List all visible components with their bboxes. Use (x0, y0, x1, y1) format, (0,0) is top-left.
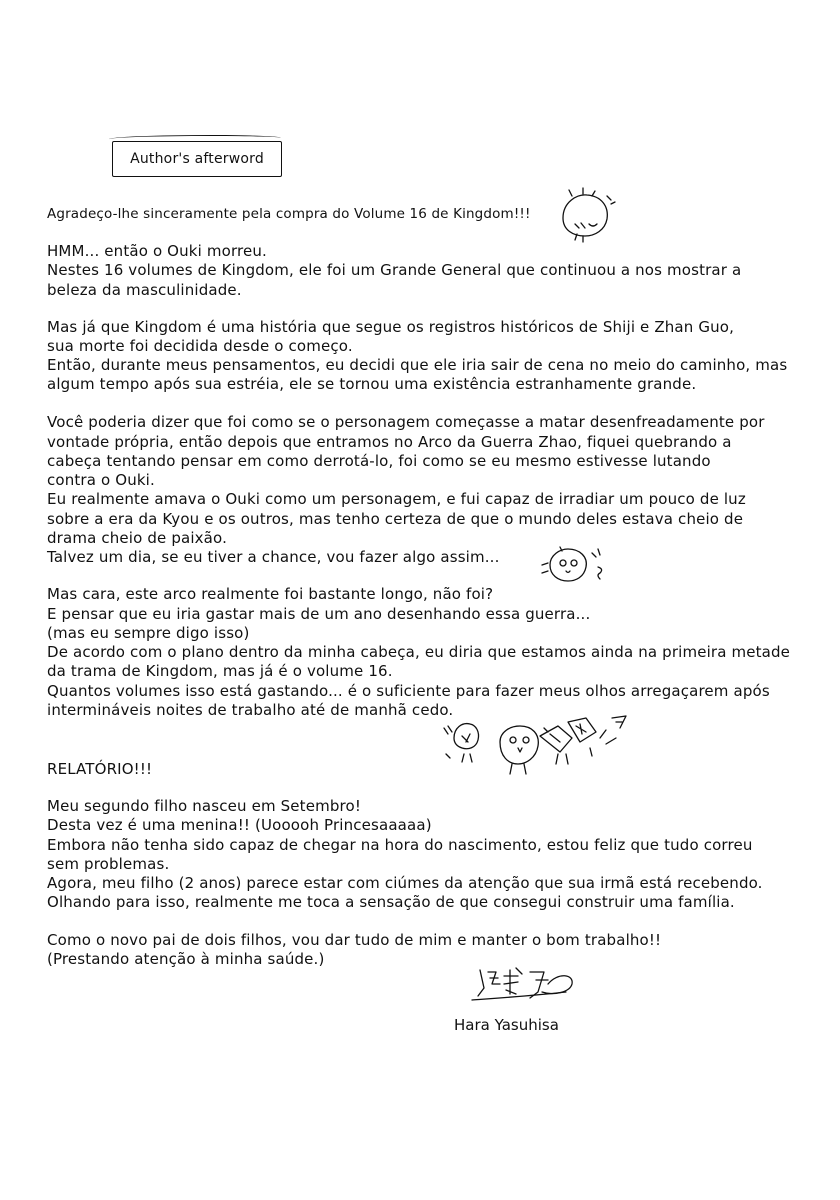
bird-head-doodle (555, 188, 615, 244)
body-line: Agora, meu filho (2 anos) parece estar com ciúmes da atenção que sua irmã está recebendo. (47, 874, 763, 892)
body-line: Quantos volumes isso está gastando... é o suficiente para fazer meus olhos arregaçarem após (47, 682, 770, 700)
body-line: Meu segundo filho nasceu em Setembro! (47, 797, 362, 815)
body-line: drama cheio de paixão. (47, 529, 227, 547)
body-line: sua morte foi decidida desde o começo. (47, 337, 353, 355)
body-line: Mas cara, este arco realmente foi bastante longo, não foi? (47, 585, 494, 603)
body-line: HMM... então o Ouki morreu. (47, 242, 267, 260)
body-line: Talvez um dia, se eu tiver a chance, vou fazer algo assim... (47, 548, 500, 566)
body-line: sem problemas. (47, 855, 170, 873)
body-line: Embora não tenha sido capaz de chegar na hora do nascimento, estou feliz que tudo correu (47, 836, 753, 854)
body-line: (Prestando atenção à minha saúde.) (47, 950, 325, 968)
body-line: sobre a era da Kyou e os outros, mas tenho certeza de que o mundo deles estava cheio de (47, 510, 744, 528)
body-line: da trama de Kingdom, mas já é o volume 16. (47, 662, 393, 680)
body-line: Eu realmente amava o Ouki como um personagem, e fui capaz de irradiar um pouco de luz (47, 490, 746, 508)
body-line: Olhando para isso, realmente me toca a sensação de que consegui construir uma família. (47, 893, 735, 911)
body-line: Então, durante meus pensamentos, eu decidi que ele iria sair de cena no meio do caminho, mas (47, 356, 788, 374)
body-line: (mas eu sempre digo isso) (47, 624, 250, 642)
body-line: Nestes 16 volumes de Kingdom, ele foi um Grande General que continuou a nos mostrar a (47, 261, 742, 279)
body-line: Você poderia dizer que foi como se o personagem começasse a matar desenfreadamente por (47, 413, 765, 431)
body-line: De acordo com o plano dentro da minha cabeça, eu diria que estamos ainda na primeira metade (47, 643, 791, 661)
body-line: beleza da masculinidade. (47, 281, 242, 299)
report-heading: RELATÓRIO!!! (47, 760, 153, 778)
body-line: Como o novo pai de dois filhos, vou dar tudo de mim e manter o bom trabalho!! (47, 931, 662, 949)
signature-drawing (470, 962, 580, 1012)
body-line: Agradeço-lhe sinceramente pela compra do Volume 16 de Kingdom!!! (47, 206, 531, 222)
body-line: cabeça tentando pensar em como derrotá-lo, foi como se eu mesmo estivesse lutando (47, 452, 711, 470)
afterword-title-box (112, 141, 282, 177)
body-line: E pensar que eu iria gastar mais de um ano desenhando essa guerra... (47, 605, 591, 623)
body-line: algum tempo após sua estréia, ele se tornou uma existência estranhamente grande. (47, 375, 697, 393)
small-bird-doodle (538, 545, 610, 587)
body-line: contra o Ouki. (47, 471, 155, 489)
body-line: vontade própria, então depois que entramos no Arco da Guerra Zhao, fiquei quebrando a (47, 433, 732, 451)
author-name: Hara Yasuhisa (454, 1016, 559, 1034)
afterword-title: Author's afterword (130, 151, 264, 167)
birds-group-doodle (440, 708, 630, 788)
body-line: intermináveis noites de trabalho até de manhã cedo. (47, 701, 454, 719)
body-line: Mas já que Kingdom é uma história que segue os registros históricos de Shiji e Zhan Guo, (47, 318, 735, 336)
body-line: Desta vez é uma menina!! (Uooooh Princesaaaaa) (47, 816, 432, 834)
